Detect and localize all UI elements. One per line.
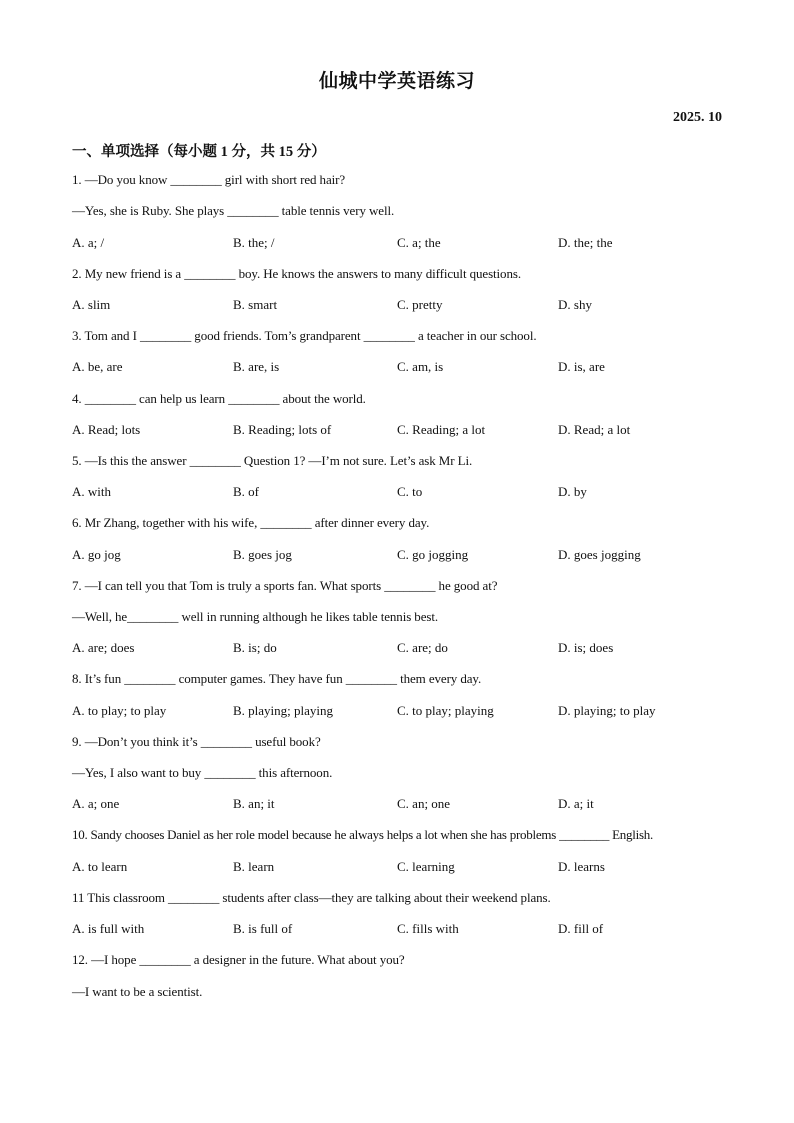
option-b: B. of xyxy=(233,484,259,499)
question-9-line-1: 9. —Don’t you think it’s ________ useful book? xyxy=(72,734,321,749)
option-c: C. pretty xyxy=(397,297,443,312)
question-2-options xyxy=(72,297,732,315)
option-b: B. Reading; lots of xyxy=(233,422,332,437)
option-a: A. to learn xyxy=(72,859,128,874)
option-a: A. slim xyxy=(72,297,111,312)
option-b: B. is full of xyxy=(233,921,293,936)
option-d: D. is; does xyxy=(558,640,614,655)
option-c: C. go jogging xyxy=(397,547,469,562)
option-c: C. to xyxy=(397,484,423,499)
question-1-line-1: 1. —Do you know ________ girl with short red hair? xyxy=(72,172,346,187)
option-c: C. learning xyxy=(397,859,455,874)
option-b: B. are, is xyxy=(233,359,280,374)
exam-date: 2025. 10 xyxy=(673,110,722,125)
option-d: D. playing; to play xyxy=(558,703,656,718)
option-b: B. playing; playing xyxy=(233,703,334,718)
option-a: A. Read; lots xyxy=(72,422,141,437)
question-4-options xyxy=(72,422,732,440)
question-3-options xyxy=(72,359,732,377)
question-6-options xyxy=(72,547,732,565)
question-9-line-2: —Yes, I also want to buy ________ this afternoon. xyxy=(72,765,333,780)
option-d: D. learns xyxy=(558,859,605,874)
question-5-options xyxy=(72,484,732,502)
question-7-options xyxy=(72,640,732,658)
option-a: A. be, are xyxy=(72,359,123,374)
option-c: C. are; do xyxy=(397,640,448,655)
question-4-line-1: 4. ________ can help us learn ________ about the world. xyxy=(72,391,366,406)
option-d: D. shy xyxy=(558,297,592,312)
option-a: A. with xyxy=(72,484,111,499)
question-1-options xyxy=(72,235,732,253)
question-7-line-2: —Well, he________ well in running although he likes table tennis best. xyxy=(72,609,439,624)
question-12-line-2: —I want to be a scientist. xyxy=(72,984,203,999)
option-a: A. a; one xyxy=(72,796,120,811)
question-9-options xyxy=(72,796,732,814)
page-title: 仙城中学英语练习 xyxy=(318,71,475,92)
option-d: D. the; the xyxy=(558,235,613,250)
option-c: C. fills with xyxy=(397,921,459,936)
question-10-options xyxy=(72,859,732,877)
question-6-line-1: 6. Mr Zhang, together with his wife, ________ after dinner every day. xyxy=(72,515,430,530)
option-a: A. to play; to play xyxy=(72,703,167,718)
option-b: B. an; it xyxy=(233,796,275,811)
option-c: C. am, is xyxy=(397,359,444,374)
option-c: C. to play; playing xyxy=(397,703,494,718)
option-b: B. smart xyxy=(233,297,278,312)
question-10-line-1: 10. Sandy chooses Daniel as her role model because he always helps a lot when she has problems ________ English. xyxy=(72,827,654,842)
question-8-line-1: 8. It’s fun ________ computer games. They have fun ________ them every day. xyxy=(72,671,482,686)
option-d: D. fill of xyxy=(558,921,604,936)
question-12-line-1: 12. —I hope ________ a designer in the future. What about you? xyxy=(72,952,405,967)
option-d: D. goes jogging xyxy=(558,547,641,562)
question-11-options xyxy=(72,921,732,939)
option-c: C. Reading; a lot xyxy=(397,422,486,437)
question-1-line-2: —Yes, she is Ruby. She plays ________ table tennis very well. xyxy=(72,203,395,218)
option-d: D. by xyxy=(558,484,587,499)
section-heading: 一、单项选择（每小题 1 分，共 15 分） xyxy=(72,144,326,160)
option-b: B. is; do xyxy=(233,640,277,655)
question-8-options xyxy=(72,703,732,721)
question-5-line-1: 5. —Is this the answer ________ Question 1? —I’m not sure. Let’s ask Mr Li. xyxy=(72,453,473,468)
question-7-line-1: 7. —I can tell you that Tom is truly a sports fan. What sports ________ he good at? xyxy=(72,578,498,593)
option-a: A. is full with xyxy=(72,921,145,936)
option-d: D. is, are xyxy=(558,359,605,374)
option-a: A. a; / xyxy=(72,235,105,250)
option-a: A. go jog xyxy=(72,547,121,562)
option-d: D. a; it xyxy=(558,796,594,811)
question-2-line-1: 2. My new friend is a ________ boy. He knows the answers to many difficult questions. xyxy=(72,266,521,281)
question-3-line-1: 3. Tom and I ________ good friends. Tom’s grandparent ________ a teacher in our school. xyxy=(72,328,537,343)
option-c: C. an; one xyxy=(397,796,451,811)
option-d: D. Read; a lot xyxy=(558,422,631,437)
option-b: B. goes jog xyxy=(233,547,292,562)
option-c: C. a; the xyxy=(397,235,441,250)
option-b: B. learn xyxy=(233,859,275,874)
question-11-line-1: 11 This classroom ________ students after class—they are talking about their weekend plans. xyxy=(72,890,551,905)
option-b: B. the; / xyxy=(233,235,275,250)
option-a: A. are; does xyxy=(72,640,135,655)
